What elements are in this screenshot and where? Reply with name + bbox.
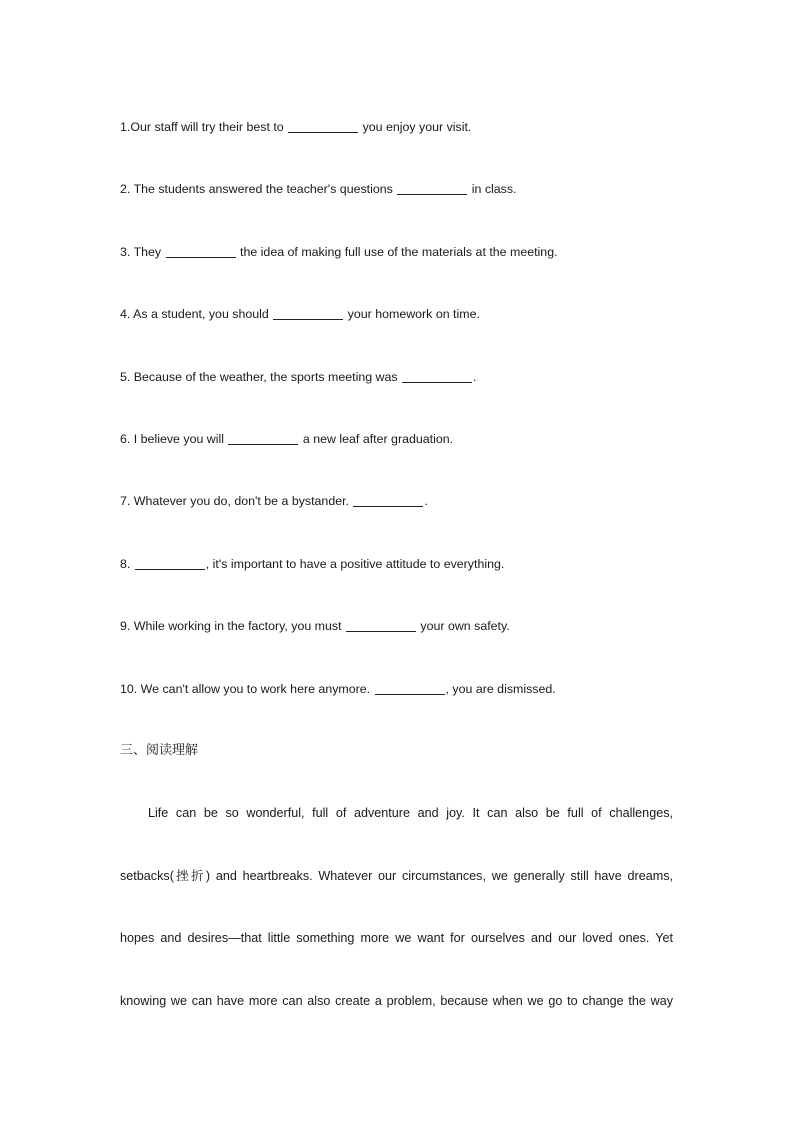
- question-2: [120, 181, 680, 197]
- passage-line: Life can be so wonderful, full of adventure and joy. It can also be full of challenges,: [148, 806, 673, 820]
- question-number: 5.: [120, 370, 134, 384]
- question-text-after: .: [424, 494, 428, 508]
- question-text-before: They: [133, 245, 165, 259]
- question-text-before: We can't allow you to work here anymore.: [140, 682, 374, 696]
- question-number: 6.: [120, 432, 134, 446]
- passage-line: setbacks(挫折) and heartbreaks. Whatever our circumstances, we generally still have dreams,: [120, 869, 673, 883]
- question-text-before: Whatever you do, don't be a bystander.: [133, 494, 353, 508]
- passage-line: knowing we can have more can also create a problem, because when we go to change the way: [120, 994, 673, 1008]
- question-7: [120, 493, 680, 509]
- answer-blank: [228, 432, 298, 445]
- passage-line: hopes and desires—that little something more we want for ourselves and our loved ones. Yet: [120, 931, 673, 945]
- question-text-before: The students answered the teacher's questions: [133, 182, 397, 196]
- question-5: [120, 369, 680, 385]
- question-text-after: .: [473, 370, 477, 384]
- answer-blank: [397, 182, 467, 195]
- question-6: [120, 431, 680, 447]
- question-text-before: Our staff will try their best to: [130, 120, 288, 134]
- question-text-after: your homework on time.: [344, 307, 480, 321]
- question-text-after: , you are dismissed.: [445, 682, 556, 696]
- question-text-after: the idea of making full use of the materials at the meeting.: [236, 245, 558, 259]
- answer-blank: [166, 245, 236, 258]
- question-number: 10.: [120, 682, 141, 696]
- answer-blank: [353, 494, 423, 507]
- question-text-before: Because of the weather, the sports meeting was: [133, 370, 402, 384]
- question-1: [120, 119, 680, 135]
- question-4: [120, 306, 680, 322]
- question-number: 1.: [120, 120, 131, 134]
- question-text-after: a new leaf after graduation.: [299, 432, 454, 446]
- question-text-before: I believe you will: [133, 432, 228, 446]
- answer-blank: [402, 370, 472, 383]
- question-8: [120, 556, 680, 572]
- answer-blank: [288, 120, 358, 133]
- answer-blank: [135, 557, 205, 570]
- question-text-after: , it's important to have a positive attitude to everything.: [205, 557, 505, 571]
- section-heading: 三、阅读理解: [120, 743, 199, 758]
- answer-blank: [346, 619, 416, 632]
- question-text-after: in class.: [468, 182, 517, 196]
- question-number: 4.: [120, 307, 134, 321]
- question-number: 3.: [120, 245, 134, 259]
- question-text-after: you enjoy your visit.: [359, 120, 472, 134]
- question-number: 2.: [120, 182, 134, 196]
- question-number: 7.: [120, 494, 134, 508]
- question-3: [120, 244, 680, 260]
- question-text-before: While working in the factory, you must: [133, 619, 345, 633]
- answer-blank: [273, 307, 343, 320]
- question-number: 8.: [120, 557, 134, 571]
- question-text-before: As a student, you should: [133, 307, 273, 321]
- question-9: [120, 618, 680, 634]
- answer-blank: [375, 682, 445, 695]
- question-text-after: your own safety.: [416, 619, 510, 633]
- question-10: [120, 681, 680, 697]
- question-number: 9.: [120, 619, 134, 633]
